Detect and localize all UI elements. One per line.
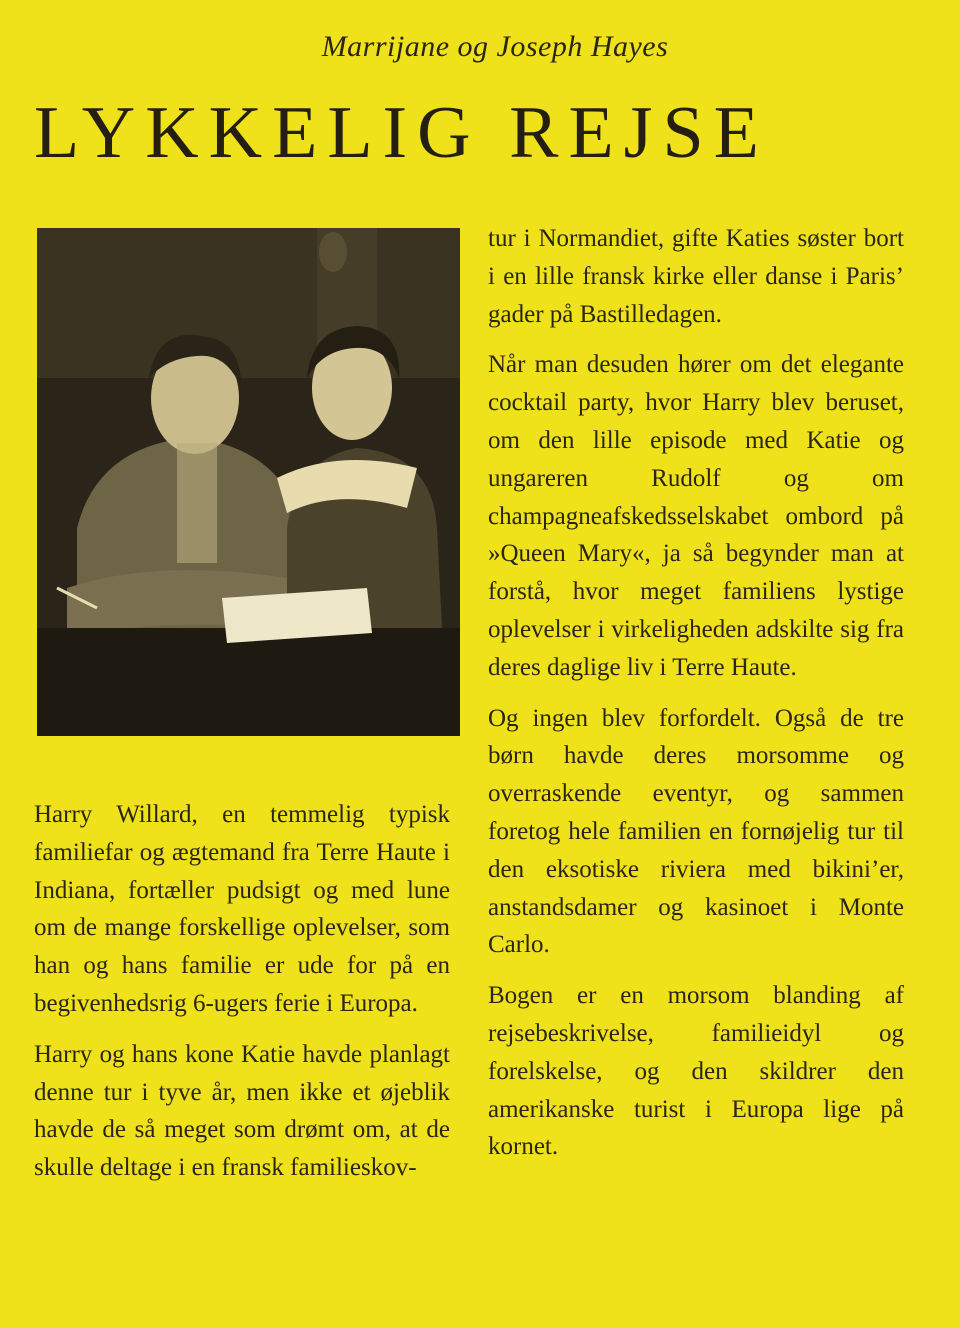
paragraph: tur i Normandiet, gifte Katies søster bort i en lille fransk kirke eller danse i Paris’ gader på Bastilledagen. (488, 225, 904, 328)
paragraph: Bogen er en morsom blanding af rejsebeskrivelse, familieidyl og forelskelse, og den skildrer den amerikanske turist i Europa lige på kornet. (488, 982, 904, 1161)
paragraph: Harry Willard, en temmelig typisk familiefar og ægtemand fra Terre Haute i Indiana, fortæller pudsigt og med lune om de mange forskellige oplevelser, som han og hans familie er ude for på en begivenhedsrig 6-ugers ferie i Europa. (34, 801, 450, 1017)
author-line: Marrijane og Joseph Hayes (321, 30, 669, 63)
paragraph: Når man desuden hører om det elegante cocktail party, hvor Harry blev beruset, om den lille episode med Katie og ungareren Rudolf og om champagneafskedsselskabet ombord på »Queen Mary«, ja så begynder man at forstå, hvor meget familiens lystige oplevelser i virkeligheden adskilte sig fra deres daglige liv i Terre Haute. (488, 351, 904, 681)
book-title: LYKKELIG REJSE (34, 92, 769, 174)
paragraph: Harry og hans kone Katie havde planlagt denne tur i tyve år, men ikke et øjeblik havde de så meget som drømt om, at de skulle deltage i en fransk familieskov- (34, 1040, 450, 1182)
author-photo (37, 228, 460, 736)
left-column (34, 796, 450, 1200)
paragraph: Og ingen blev forfordelt. Også de tre børn havde deres morsomme og overraskende eventyr, og sammen foretog hele familien en fornøjelig tur til den eksotiske riviera med bikini’er, anstandsdamer og kasinoet i Monte Carlo. (488, 704, 904, 959)
right-column (488, 220, 904, 1179)
